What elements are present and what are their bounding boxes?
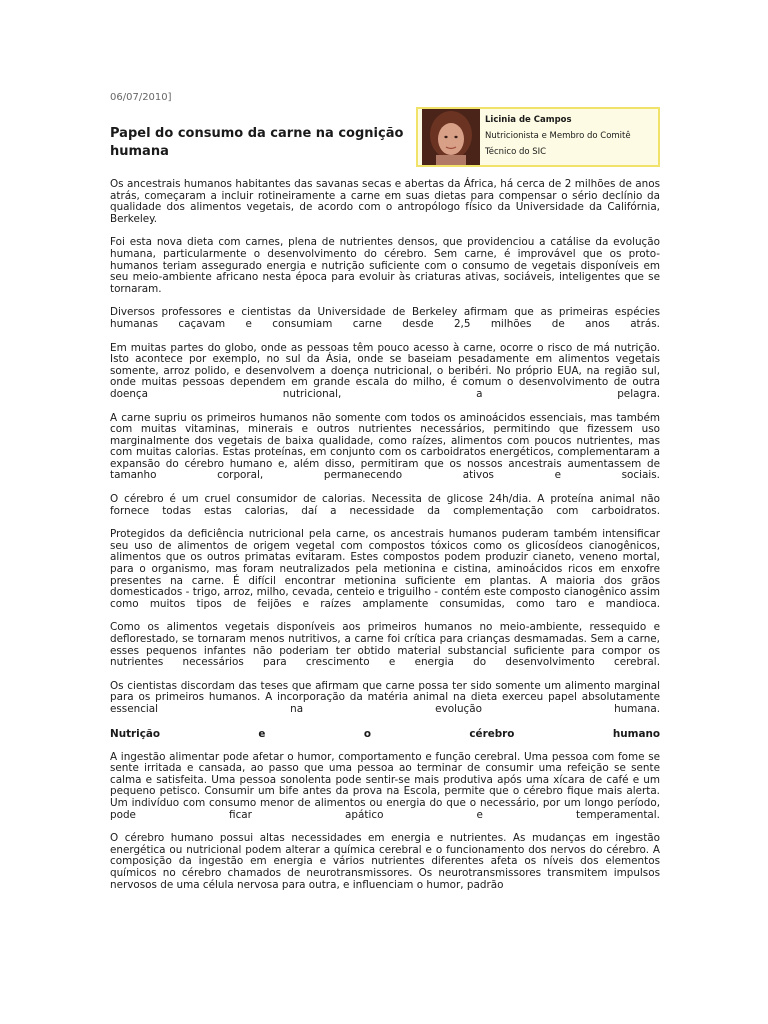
paragraph: Em muitas partes do globo, onde as pessoas têm pouco acesso à carne, ocorre o risco de má nutrição. Isto acontece por exemplo, no sul da Ásia, onde se baseiam pesadamente em alimentos vegetais somente, arroz polido, e desenvolvem a doença nutricional, o beribéri. No próprio EUA, na região sul, onde muitas pessoas dependem em grande escala do milho, é comum o desenvolvimento de outra doença nutricional, a pelagra. [110, 341, 660, 400]
paragraph: A ingestão alimentar pode afetar o humor, comportamento e função cerebral. Uma pessoa com fome se sente irritada e cansada, ao passo que uma pessoa ao terminar de consumir uma refeição se sente calma e satisfeita. Uma pessoa sonolenta pode sentir-se mais produtiva após uma xícara de café e um pequeno petisco. Consumir um bife antes da prova na Escola, permite que o cérebro fique mais alerta. Um indivíduo com consumo menor de alimentos ou energia do que o necessário, por um longo período, pode ficar apático e temperamental. [110, 750, 660, 821]
author-photo [422, 109, 480, 165]
article-body [110, 179, 660, 891]
section-heading: Nutrição e o cérebro humano [110, 727, 660, 740]
paragraph: O cérebro é um cruel consumidor de calorias. Necessita de glicose 24h/dia. A proteína animal não fornece todas estas calorias, daí a necessidade da complementação com carboidratos. [110, 493, 660, 517]
paragraph: Diversos professores e cientistas da Universidade de Berkeley afirmam que as primeiras espécies humanas caçavam e consumiam carne desde 2,5 milhões de anos atrás. [110, 306, 660, 330]
author-portrait-icon [422, 109, 480, 165]
author-name: Licinia de Campos [485, 115, 572, 125]
paragraph: Foi esta nova dieta com carnes, plena de nutrientes densos, que providenciou a catálise da evolução humana, particularmente o desenvolvimento do cérebro. Sem carne, é improvável que os proto-humanos teriam assegurado energia e nutrição suficiente com o consumo de vegetais disponíveis em seu meio-ambiente africano nesta época para evoluir às criaturas ativas, sociáveis, inteligentes que se tornaram. [110, 236, 660, 295]
paragraph: O cérebro humano possui altas necessidades em energia e nutrientes. As mudanças em ingestão energética ou nutricional podem alterar a química cerebral e o funcionamento dos nervos do cérebro. A composição da ingestão em energia e vários nutrientes diferentes afeta os níveis dos elementos químicos no cérebro chamados de neurotransmissores. Os neurotransmissores transmitem impulsos nervosos de uma célula nervosa para outra, e influenciam o humor, padrão [110, 832, 660, 891]
paragraph: Protegidos da deficiência nutricional pela carne, os ancestrais humanos puderam também intensificar seu uso de alimentos de origem vegetal com compostos tóxicos como os glicosídeos cianogênicos, alimentos que os outros primatas evitaram. Estes compostos podem produzir cianeto, veneno mortal, para o organismo, mas foram neutralizados pela metionina e cistina, aminoácidos ricos em enxofre presentes na carne. É difícil encontrar metionina suficiente em plantas. A maioria dos grãos domesticados - trigo, arroz, milho, cevada, centeio e triguilho - contém este composto cianogênico assim como muitos tipos de feijões e raízes amplamente consumidas, como taro e mandioca. [110, 528, 660, 610]
author-info [485, 112, 657, 160]
paragraph: Os ancestrais humanos habitantes das savanas secas e abertas da África, há cerca de 2 milhões de anos atrás, começaram a incluir rotineiramente a carne em suas dietas para compensar o sério declínio da qualidade dos alimentos vegetais, de acordo com o antropólogo físico da Universidade da Califórnia, Berkeley. [110, 178, 660, 225]
author-card [416, 107, 660, 167]
author-role-line-2: Técnico do SIC [485, 147, 547, 157]
author-role-line-1: Nutricionista e Membro do Comitê [485, 131, 631, 141]
paragraph: A carne supriu os primeiros humanos não somente com todos os aminoácidos essenciais, mas também com muitas vitaminas, minerais e outros nutrientes necessários, permitindo que fizessem uso marginalmente dos vegetais de baixa qualidade, como raízes, alimentos com poucos nutrientes, mas com muitas calorias. Estas proteínas, em conjunto com os carboidratos energéticos, complementaram a expansão do cérebro humano e, além disso, permitiram que os nossos ancestrais aumentassem de tamanho corporal, permanecendo ativos e sociais. [110, 411, 660, 482]
paragraph: Como os alimentos vegetais disponíveis aos primeiros humanos no meio-ambiente, ressequido e deflorestado, se tornaram menos nutritivos, a carne foi crítica para crianças desmamadas. Sem a carne, esses pequenos infantes não poderiam ter obtido material substancial suficiente para compor os nutrientes necessários para crescimento e energia do desenvolvimento cerebral. [110, 621, 660, 669]
article-date: 06/07/2010] [110, 92, 172, 103]
article-page [110, 92, 660, 903]
article-header [110, 109, 660, 177]
paragraph: Os cientistas discordam das teses que afirmam que carne possa ter sido somente um alimento marginal para os primeiros humanos. A incorporação da matéria animal na dieta exerceu papel absolutamente essencial na evolução humana. [110, 679, 660, 715]
article-title: Papel do consumo da carne na cognição humana [110, 126, 404, 159]
